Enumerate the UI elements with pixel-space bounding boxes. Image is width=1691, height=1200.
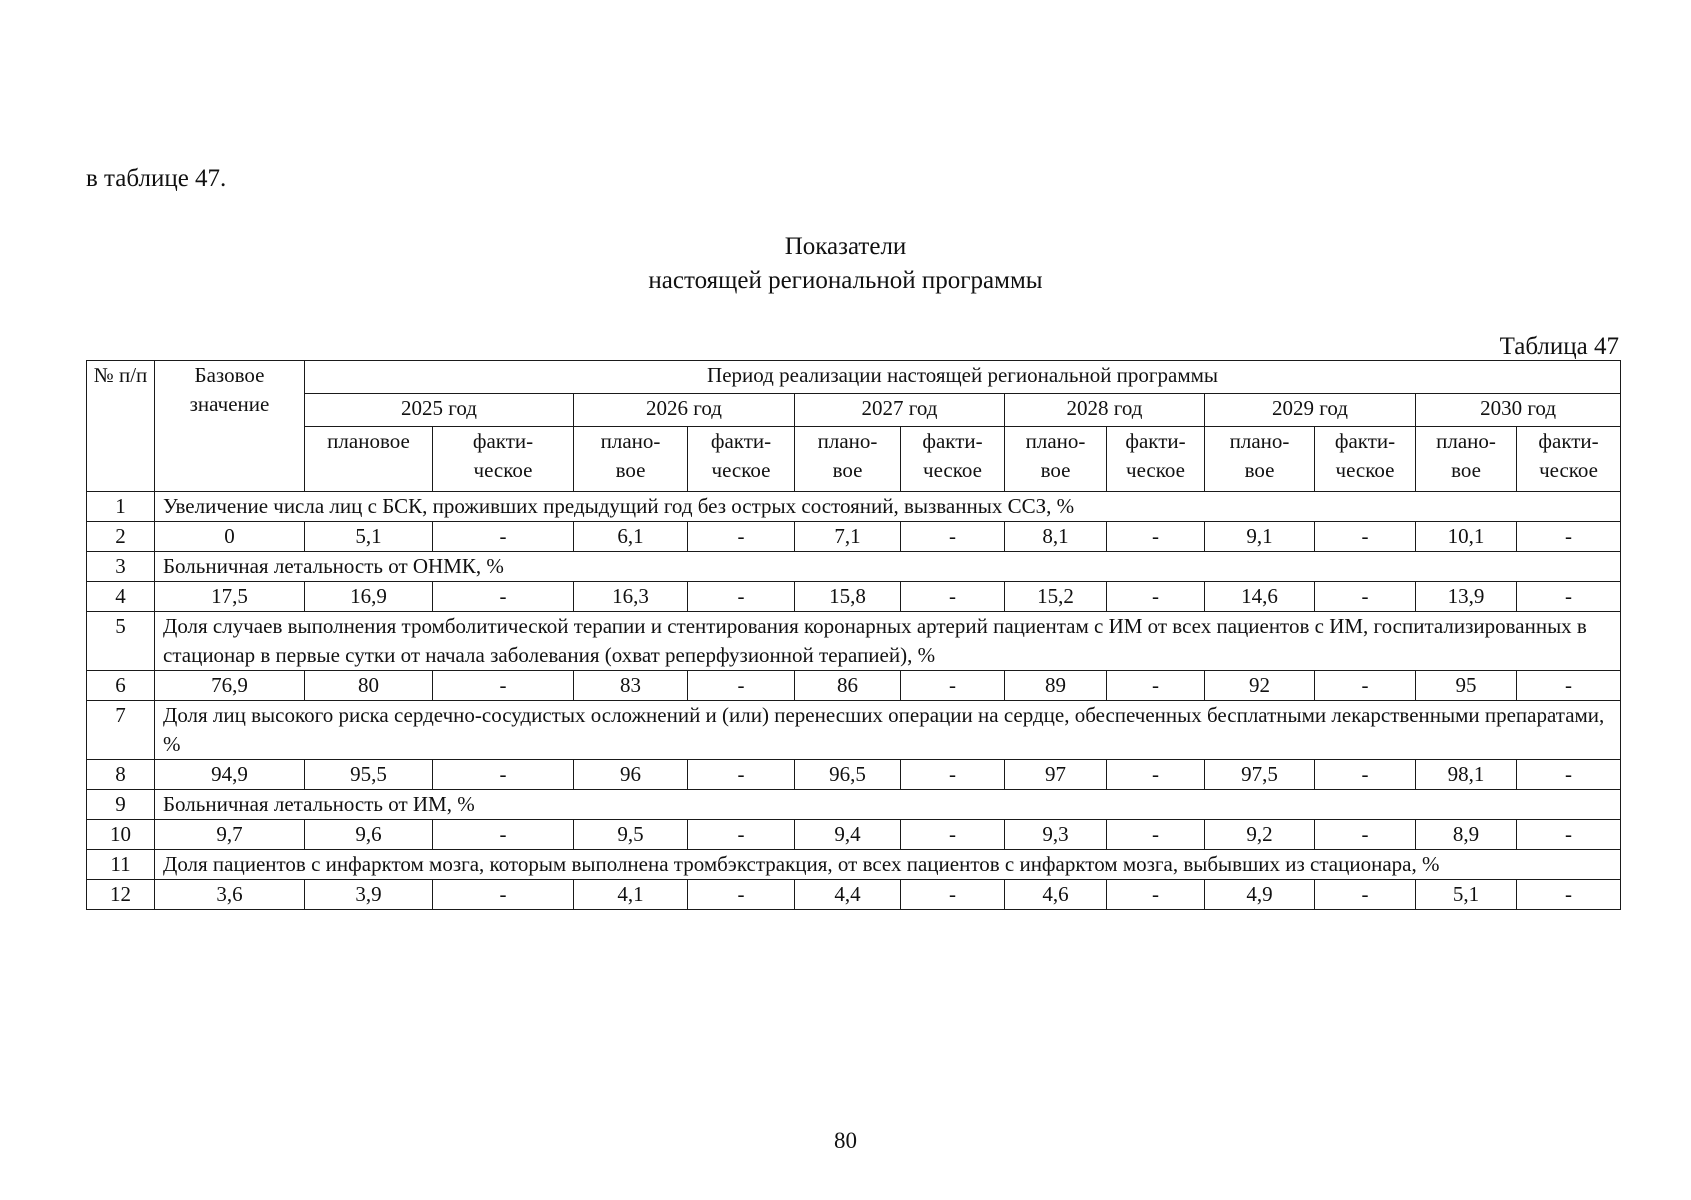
actual-value-cell: - [433, 820, 574, 850]
planned-value-cell: 86 [795, 671, 901, 701]
header-year-cell: 2030 год [1416, 394, 1621, 427]
base-value-cell: 0 [155, 522, 305, 552]
header-row-years [87, 394, 1621, 427]
planned-value-cell: 16,9 [305, 582, 433, 612]
page-title [0, 230, 1691, 298]
planned-value-cell: 15,2 [1005, 582, 1107, 612]
planned-value-cell: 98,1 [1416, 760, 1517, 790]
actual-value-cell: - [901, 522, 1005, 552]
row-number-cell: 3 [87, 552, 155, 582]
planned-value-cell: 89 [1005, 671, 1107, 701]
planned-value-cell: 96,5 [795, 760, 901, 790]
planned-value-cell: 95 [1416, 671, 1517, 701]
planned-value-cell: 14,6 [1205, 582, 1315, 612]
actual-value-cell: - [1517, 760, 1621, 790]
actual-value-cell: - [688, 760, 795, 790]
planned-value-cell: 95,5 [305, 760, 433, 790]
planned-value-cell: 8,9 [1416, 820, 1517, 850]
planned-value-cell: 9,5 [574, 820, 688, 850]
indicator-values-row [87, 582, 1621, 612]
actual-value-cell: - [433, 522, 574, 552]
planned-value-cell: 5,1 [1416, 880, 1517, 910]
planned-value-cell: 9,6 [305, 820, 433, 850]
table-header [87, 361, 1621, 492]
actual-value-cell: - [1107, 880, 1205, 910]
header-row-subtypes [87, 427, 1621, 492]
row-number-cell: 1 [87, 492, 155, 522]
header-planned-cell: плано- вое [1205, 427, 1315, 492]
actual-value-cell: - [1107, 522, 1205, 552]
indicator-values-row [87, 760, 1621, 790]
indicators-table [86, 360, 1621, 910]
indicator-name-cell: Доля пациентов с инфарктом мозга, которым выполнена тромбэкстракция, от всех пациентов с инфарктом мозга, выбывших из стационара, % [155, 850, 1621, 880]
row-number-cell: 8 [87, 760, 155, 790]
planned-value-cell: 10,1 [1416, 522, 1517, 552]
indicator-name-row [87, 612, 1621, 671]
planned-value-cell: 5,1 [305, 522, 433, 552]
planned-value-cell: 92 [1205, 671, 1315, 701]
header-period-cell: Период реализации настоящей региональной программы [305, 361, 1621, 394]
indicator-values-row [87, 880, 1621, 910]
header-planned-cell: плано- вое [574, 427, 688, 492]
planned-value-cell: 80 [305, 671, 433, 701]
planned-value-cell: 15,8 [795, 582, 901, 612]
indicator-name-cell: Больничная летальность от ИМ, % [155, 790, 1621, 820]
indicator-name-row [87, 492, 1621, 522]
header-year-cell: 2026 год [574, 394, 795, 427]
header-actual-cell: факти- ческое [1315, 427, 1416, 492]
header-actual-cell: факти- ческое [1517, 427, 1621, 492]
actual-value-cell: - [1517, 582, 1621, 612]
row-number-cell: 5 [87, 612, 155, 671]
actual-value-cell: - [1315, 880, 1416, 910]
indicator-name-row [87, 701, 1621, 760]
planned-value-cell: 7,1 [795, 522, 901, 552]
table-body [87, 492, 1621, 910]
indicator-name-cell: Увеличение числа лиц с БСК, проживших предыдущий год без острых состояний, вызванных ССЗ, % [155, 492, 1621, 522]
title-line-1: Показатели [784, 233, 907, 260]
planned-value-cell: 97,5 [1205, 760, 1315, 790]
actual-value-cell: - [688, 522, 795, 552]
actual-value-cell: - [1517, 820, 1621, 850]
planned-value-cell: 13,9 [1416, 582, 1517, 612]
planned-value-cell: 97 [1005, 760, 1107, 790]
indicator-name-cell: Доля лиц высокого риска сердечно-сосудистых осложнений и (или) перенесших операции на сердце, обеспеченных бесплатными лекарственными препаратами, % [155, 701, 1621, 760]
row-number-cell: 6 [87, 671, 155, 701]
actual-value-cell: - [901, 820, 1005, 850]
header-planned-cell: плано- вое [795, 427, 901, 492]
actual-value-cell: - [1107, 760, 1205, 790]
actual-value-cell: - [1517, 522, 1621, 552]
row-number-cell: 11 [87, 850, 155, 880]
planned-value-cell: 83 [574, 671, 688, 701]
actual-value-cell: - [433, 582, 574, 612]
header-year-cell: 2025 год [305, 394, 574, 427]
row-number-cell: 2 [87, 522, 155, 552]
planned-value-cell: 4,9 [1205, 880, 1315, 910]
base-value-cell: 94,9 [155, 760, 305, 790]
header-planned-cell: плановое [305, 427, 433, 492]
actual-value-cell: - [1315, 820, 1416, 850]
actual-value-cell: - [688, 582, 795, 612]
planned-value-cell: 9,2 [1205, 820, 1315, 850]
title-line-2: настоящей региональной программы [648, 267, 1043, 294]
header-num-cell: № п/п [87, 361, 155, 492]
planned-value-cell: 3,9 [305, 880, 433, 910]
indicator-name-cell: Доля случаев выполнения тромболитической терапии и стентирования коронарных артерий пациентам с ИМ от всех пациентов с ИМ, госпитализированных в стационар в первые сутки от начала заболевания (охват реперфузионной терапией), % [155, 612, 1621, 671]
actual-value-cell: - [901, 671, 1005, 701]
header-actual-cell: факти- ческое [433, 427, 574, 492]
actual-value-cell: - [433, 671, 574, 701]
actual-value-cell: - [1107, 671, 1205, 701]
indicator-values-row [87, 522, 1621, 552]
actual-value-cell: - [1315, 671, 1416, 701]
planned-value-cell: 4,4 [795, 880, 901, 910]
header-actual-cell: факти- ческое [1107, 427, 1205, 492]
header-base-cell: Базовое значение [155, 361, 305, 492]
indicator-values-row [87, 671, 1621, 701]
intro-text: в таблице 47. [86, 165, 227, 192]
header-year-cell: 2029 год [1205, 394, 1416, 427]
base-value-cell: 76,9 [155, 671, 305, 701]
header-planned-cell: плано- вое [1005, 427, 1107, 492]
planned-value-cell: 9,3 [1005, 820, 1107, 850]
actual-value-cell: - [1517, 671, 1621, 701]
row-number-cell: 10 [87, 820, 155, 850]
indicator-name-row [87, 790, 1621, 820]
indicator-name-cell: Больничная летальность от ОНМК, % [155, 552, 1621, 582]
row-number-cell: 12 [87, 880, 155, 910]
base-value-cell: 17,5 [155, 582, 305, 612]
actual-value-cell: - [901, 760, 1005, 790]
indicator-name-row [87, 850, 1621, 880]
page-number: 80 [834, 1128, 857, 1153]
planned-value-cell: 6,1 [574, 522, 688, 552]
planned-value-cell: 96 [574, 760, 688, 790]
actual-value-cell: - [688, 820, 795, 850]
actual-value-cell: - [688, 671, 795, 701]
row-number-cell: 4 [87, 582, 155, 612]
indicator-values-row [87, 820, 1621, 850]
planned-value-cell: 9,1 [1205, 522, 1315, 552]
indicator-name-row [87, 552, 1621, 582]
planned-value-cell: 4,1 [574, 880, 688, 910]
actual-value-cell: - [1315, 522, 1416, 552]
planned-value-cell: 16,3 [574, 582, 688, 612]
header-planned-cell: плано- вое [1416, 427, 1517, 492]
actual-value-cell: - [1107, 582, 1205, 612]
actual-value-cell: - [901, 582, 1005, 612]
table-label: Таблица 47 [1499, 333, 1619, 360]
header-year-cell: 2028 год [1005, 394, 1205, 427]
planned-value-cell: 4,6 [1005, 880, 1107, 910]
actual-value-cell: - [1517, 880, 1621, 910]
header-row-period [87, 361, 1621, 394]
base-value-cell: 9,7 [155, 820, 305, 850]
base-value-cell: 3,6 [155, 880, 305, 910]
planned-value-cell: 9,4 [795, 820, 901, 850]
actual-value-cell: - [433, 880, 574, 910]
actual-value-cell: - [1107, 820, 1205, 850]
actual-value-cell: - [1315, 760, 1416, 790]
header-actual-cell: факти- ческое [901, 427, 1005, 492]
actual-value-cell: - [688, 880, 795, 910]
actual-value-cell: - [901, 880, 1005, 910]
row-number-cell: 7 [87, 701, 155, 760]
header-actual-cell: факти- ческое [688, 427, 795, 492]
actual-value-cell: - [433, 760, 574, 790]
header-year-cell: 2027 год [795, 394, 1005, 427]
row-number-cell: 9 [87, 790, 155, 820]
actual-value-cell: - [1315, 582, 1416, 612]
planned-value-cell: 8,1 [1005, 522, 1107, 552]
